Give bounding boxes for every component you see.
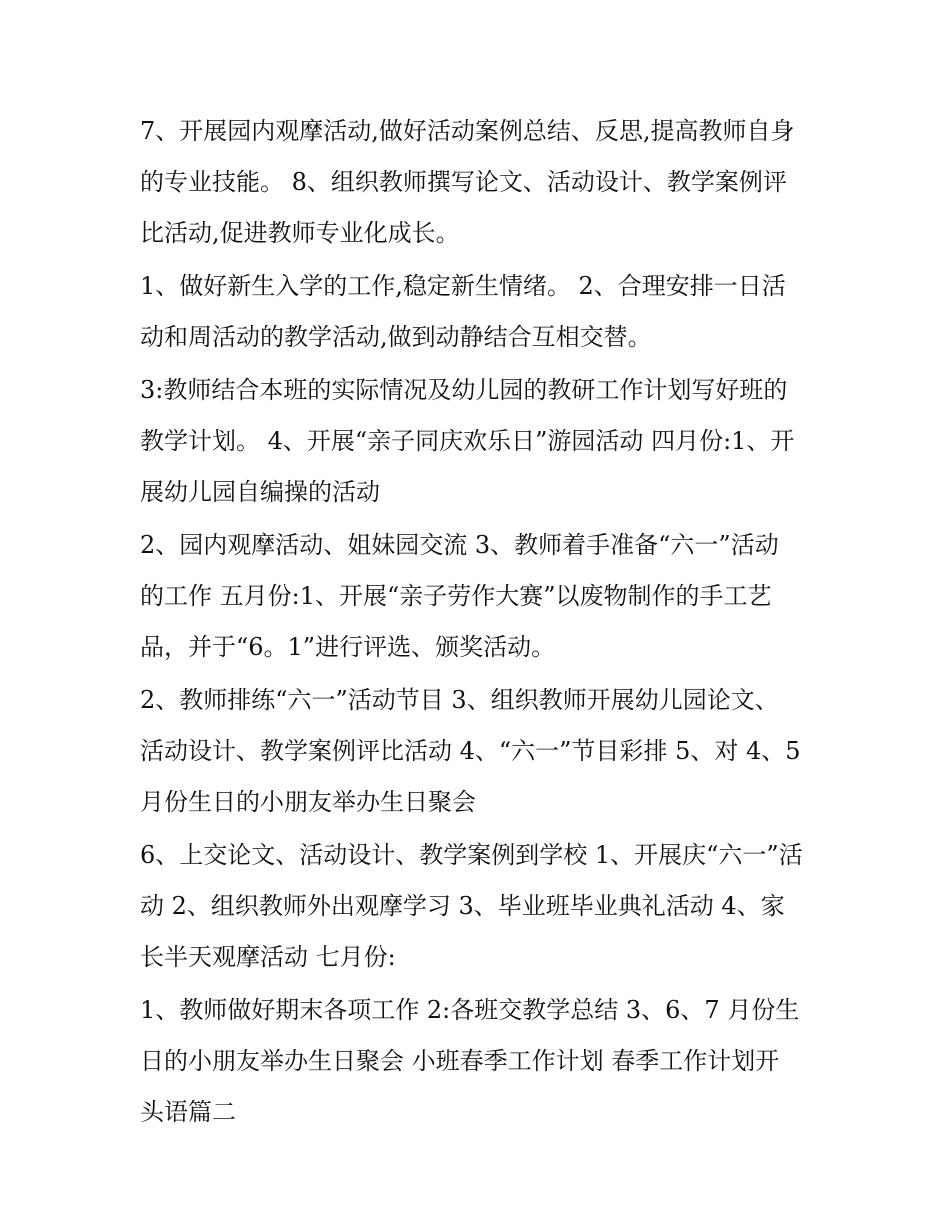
text-line: 6、上交论文、活动设计、教学案例到学校 1、开展庆“六一”活 xyxy=(140,841,803,869)
text-line: 的工作 五月份:1、开展“亲子劳作大赛”以废物制作的手工艺 xyxy=(140,582,772,610)
text-line: 的专业技能。 8、组织教师撰写论文、活动设计、教学案例评 xyxy=(140,168,787,196)
text-line: 3:教师结合本班的实际情况及幼儿园的教研工作计划写好班的 xyxy=(140,376,788,404)
text-line: 教学计划。 4、开展“亲子同庆欢乐日”游园活动 四月份:1、开 xyxy=(140,427,795,455)
text-line: 头语篇二 xyxy=(140,1098,236,1126)
text-line: 2、园内观摩活动、姐妹园交流 3、教师着手准备“六一”活动 xyxy=(140,531,779,559)
paragraph-6 xyxy=(140,830,820,983)
paragraph-2 xyxy=(140,261,820,363)
text-line: 长半天观摩活动 七月份: xyxy=(140,943,396,971)
text-line: 2、教师排练“六一”活动节目 3、组织教师开展幼儿园论文、 xyxy=(140,686,779,714)
text-line: 动 2、组织教师外出观摩学习 3、毕业班毕业典礼活动 4、家 xyxy=(140,892,785,920)
text-line: 展幼儿园自编操的活动 xyxy=(140,478,380,506)
text-line: 7、开展园内观摩活动,做好活动案例总结、反思,提高教师自身 xyxy=(140,117,795,145)
text-line: 1、教师做好期末各项工作 2:各班交教学总结 3、6、7 月份生 xyxy=(140,996,800,1024)
paragraph-3 xyxy=(140,365,820,518)
text-line: 活动设计、教学案例评比活动 4、“六一”节目彩排 5、对 4、5 xyxy=(140,737,801,765)
document-body xyxy=(140,106,820,1140)
paragraph-7 xyxy=(140,985,820,1138)
paragraph-4 xyxy=(140,520,820,673)
text-line: 1、做好新生入学的工作,稳定新生情绪。 2、合理安排一日活 xyxy=(140,272,786,300)
paragraph-1 xyxy=(140,106,820,259)
text-line: 月份生日的小朋友举办生日聚会 xyxy=(140,788,476,816)
text-line: 比活动,促进教师专业化成长。 xyxy=(140,219,460,247)
text-line: 动和周活动的教学活动,做到动静结合互相交替。 xyxy=(140,323,652,351)
text-line: 日的小朋友举办生日聚会 小班春季工作计划 春季工作计划开 xyxy=(140,1047,780,1075)
paragraph-5 xyxy=(140,675,820,828)
text-line: 品，并于“6。1”进行评选、颁奖活动。 xyxy=(140,633,556,661)
